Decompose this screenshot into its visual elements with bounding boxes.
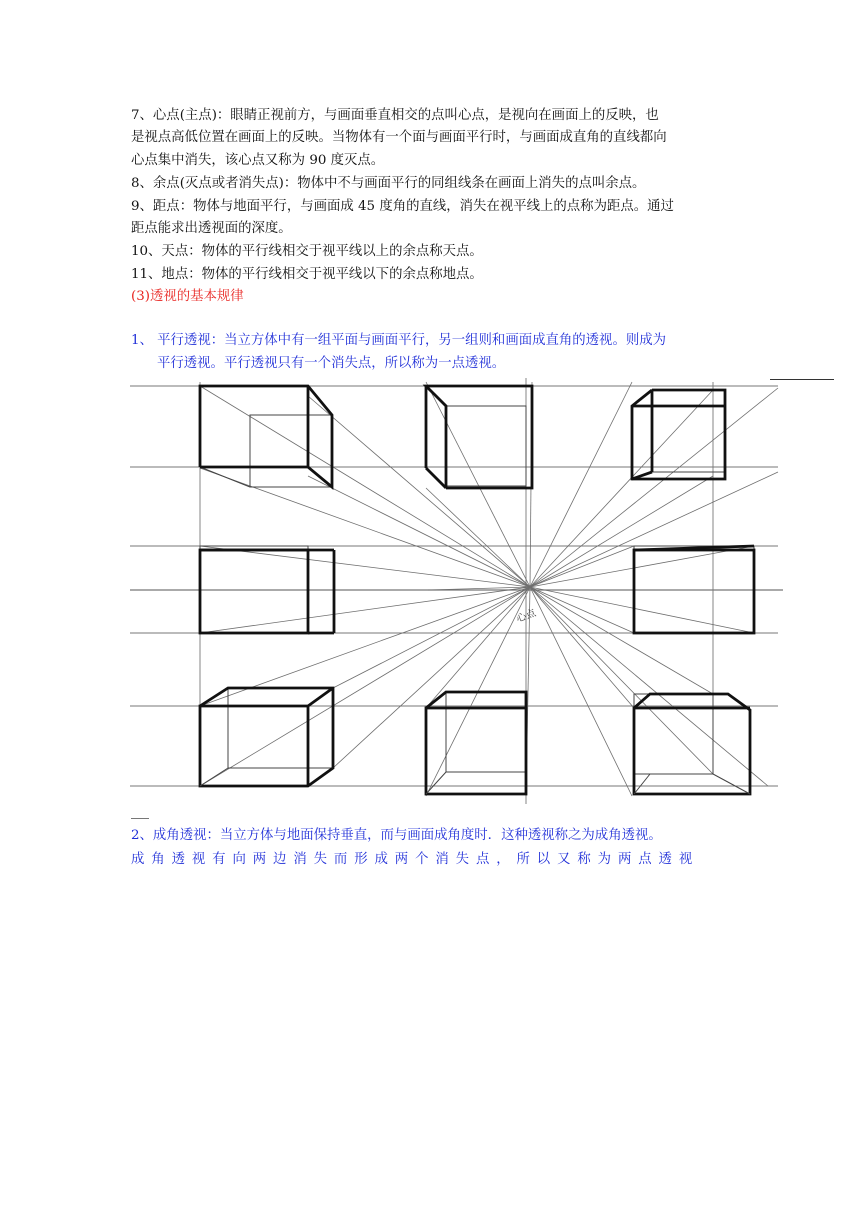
vanishing-rays	[200, 382, 778, 796]
para-9-line-2: 距点能求出透视面的深度。	[131, 221, 292, 236]
cube-top-left	[200, 386, 332, 487]
cube-bottom-right	[634, 694, 750, 794]
para-9-line-1: 9、距点：物体与地面平行，与画面成 45 度角的直线，消失在视平线上的点称为距点。通过	[131, 199, 674, 214]
para-7-line-1: 7、心点(主点)：眼睛正视前方，与画面垂直相交的点叫心点，是视向在画面上的反映，也	[131, 108, 659, 123]
cube-bottom-left	[200, 688, 333, 786]
rule-1-line-1: 1、 平行透视：当立方体中有一组平面与画面平行，另一组则和画面成直角的透视。则成为	[131, 333, 667, 348]
margin-rule-left	[131, 818, 149, 819]
vanishing-point-label: 心点	[515, 607, 538, 625]
rule-2-line-2: 成角透视有向两边消失而形成两个消失点，所以又称为两点透视	[131, 852, 700, 867]
para-11: 11、地点：物体的平行线相交于视平线以下的余点称地点。	[131, 267, 483, 282]
rule-2-line-1: 2、成角透视：当立方体与地面保持垂直，而与画面成角度时．这种透视称之为成角透视。	[131, 828, 662, 843]
para-7-line-2: 是视点高低位置在画面上的反映。当物体有一个面与画面平行时，与画面成直角的直线都向	[131, 130, 667, 145]
cube-bottom-center	[426, 692, 526, 794]
one-point-perspective-figure	[128, 376, 788, 806]
para-8: 8、余点(灭点或者消失点)：物体中不与画面平行的同组线条在画面上消失的点叫余点。	[131, 176, 646, 191]
para-7-line-3: 心点集中消失，该心点又称为 90 度灭点。	[131, 153, 385, 168]
rule-1-line-2: 平行透视。平行透视只有一个消失点，所以称为一点透视。	[157, 356, 506, 371]
para-10: 10、天点：物体的平行线相交于视平线以上的余点称天点。	[131, 244, 483, 259]
cube-top-center	[426, 386, 532, 488]
section-heading: (3)透视的基本规律	[131, 289, 244, 304]
cube-top-right	[632, 390, 725, 479]
